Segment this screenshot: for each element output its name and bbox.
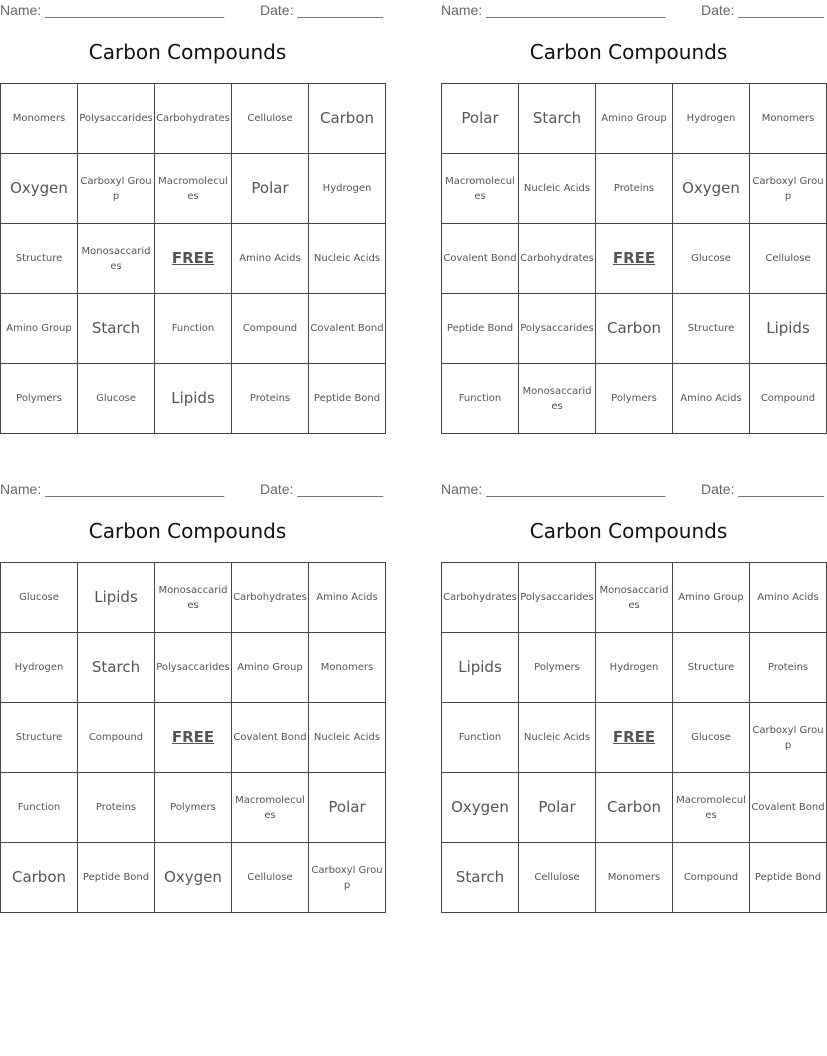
bingo-cell-monosaccarides: Monosaccarides xyxy=(596,563,673,633)
bingo-cell-carbohydrates: Carbohydrates xyxy=(519,224,596,294)
bingo-cell-carbohydrates: Carbohydrates xyxy=(155,84,232,154)
bingo-cell-carboxyl-group: Carboxyl Group xyxy=(78,154,155,224)
bingo-cell-compound: Compound xyxy=(232,294,309,364)
bingo-cell-compound: Compound xyxy=(78,703,155,773)
bingo-card-2 xyxy=(441,0,824,434)
bingo-card-1 xyxy=(0,0,384,434)
bingo-cell-starch: Starch xyxy=(442,843,519,913)
bingo-cell-glucose: Glucose xyxy=(1,563,78,633)
grid-row xyxy=(442,563,827,633)
bingo-cell-cellulose: Cellulose xyxy=(232,843,309,913)
bingo-cell-hydrogen: Hydrogen xyxy=(673,84,750,154)
bingo-cell-polymers: Polymers xyxy=(1,364,78,434)
bingo-cell-carbohydrates: Carbohydrates xyxy=(442,563,519,633)
card-title: Carbon Compounds xyxy=(529,519,728,543)
bingo-card-4 xyxy=(441,479,825,913)
bingo-cell-structure: Structure xyxy=(673,294,750,364)
bingo-cell-polar: Polar xyxy=(442,84,519,154)
bingo-cell-covalent-bond: Covalent Bond xyxy=(309,294,386,364)
bingo-cell-proteins: Proteins xyxy=(596,154,673,224)
bingo-cell-amino-group: Amino Group xyxy=(673,563,750,633)
card-title: Carbon Compounds xyxy=(88,40,287,64)
grid-row xyxy=(1,154,386,224)
grid-row xyxy=(1,633,386,703)
bingo-cell-function: Function xyxy=(442,364,519,434)
card-title: Carbon Compounds xyxy=(88,519,287,543)
bingo-cell-monosaccarides: Monosaccarides xyxy=(78,224,155,294)
bingo-cell-peptide-bond: Peptide Bond xyxy=(78,843,155,913)
grid-row xyxy=(442,843,827,913)
bingo-cell-polysaccarides: Polysaccarides xyxy=(519,294,596,364)
bingo-cell-carbohydrates: Carbohydrates xyxy=(232,563,309,633)
bingo-cell-covalent-bond: Covalent Bond xyxy=(232,703,309,773)
bingo-cell-function: Function xyxy=(442,703,519,773)
name-label: Name: _______________________ xyxy=(0,2,225,18)
bingo-cell-carbon: Carbon xyxy=(1,843,78,913)
bingo-cell-compound: Compound xyxy=(750,364,827,434)
bingo-cell-compound: Compound xyxy=(673,843,750,913)
card-header xyxy=(441,0,824,20)
grid-row xyxy=(1,224,386,294)
card-header xyxy=(0,479,383,499)
bingo-cell-cellulose: Cellulose xyxy=(750,224,827,294)
bingo-cell-macromolecules: Macromolecules xyxy=(232,773,309,843)
bingo-cell-polar: Polar xyxy=(519,773,596,843)
bingo-cell-hydrogen: Hydrogen xyxy=(1,633,78,703)
bingo-cell-function: Function xyxy=(1,773,78,843)
bingo-cell-carboxyl-group: Carboxyl Group xyxy=(309,843,386,913)
bingo-cell-macromolecules: Macromolecules xyxy=(673,773,750,843)
grid-row xyxy=(442,294,827,364)
bingo-cell-cellulose: Cellulose xyxy=(519,843,596,913)
free-space: FREE xyxy=(596,703,673,773)
grid-row xyxy=(442,154,827,224)
name-label: Name: _______________________ xyxy=(441,2,666,18)
bingo-cell-covalent-bond: Covalent Bond xyxy=(750,773,827,843)
bingo-cell-amino-acids: Amino Acids xyxy=(750,563,827,633)
bingo-cell-carboxyl-group: Carboxyl Group xyxy=(750,703,827,773)
bingo-cell-glucose: Glucose xyxy=(78,364,155,434)
bingo-cell-monomers: Monomers xyxy=(750,84,827,154)
bingo-cell-amino-acids: Amino Acids xyxy=(232,224,309,294)
bingo-cell-oxygen: Oxygen xyxy=(155,843,232,913)
bingo-cell-carbon: Carbon xyxy=(309,84,386,154)
grid-row xyxy=(1,773,386,843)
bingo-cell-oxygen: Oxygen xyxy=(442,773,519,843)
grid-row xyxy=(1,364,386,434)
card-title: Carbon Compounds xyxy=(529,40,728,64)
bingo-cell-glucose: Glucose xyxy=(673,224,750,294)
bingo-cell-monomers: Monomers xyxy=(309,633,386,703)
bingo-cell-polysaccarides: Polysaccarides xyxy=(155,633,232,703)
bingo-cell-peptide-bond: Peptide Bond xyxy=(309,364,386,434)
bingo-cell-amino-acids: Amino Acids xyxy=(309,563,386,633)
date-label: Date: ___________ xyxy=(260,2,383,18)
bingo-grid xyxy=(441,83,827,434)
name-label: Name: _______________________ xyxy=(0,481,225,497)
bingo-cell-oxygen: Oxygen xyxy=(673,154,750,224)
bingo-cell-lipids: Lipids xyxy=(155,364,232,434)
bingo-cell-proteins: Proteins xyxy=(78,773,155,843)
bingo-cell-monosaccarides: Monosaccarides xyxy=(519,364,596,434)
card-header xyxy=(0,0,383,20)
grid-row xyxy=(442,84,827,154)
bingo-cell-amino-group: Amino Group xyxy=(596,84,673,154)
bingo-cell-starch: Starch xyxy=(78,294,155,364)
bingo-cell-monomers: Monomers xyxy=(596,843,673,913)
bingo-cell-covalent-bond: Covalent Bond xyxy=(442,224,519,294)
grid-row xyxy=(442,633,827,703)
bingo-cell-hydrogen: Hydrogen xyxy=(596,633,673,703)
bingo-cell-polysaccarides: Polysaccarides xyxy=(78,84,155,154)
grid-row xyxy=(442,773,827,843)
bingo-cell-polar: Polar xyxy=(232,154,309,224)
bingo-cell-polar: Polar xyxy=(309,773,386,843)
date-label: Date: ___________ xyxy=(260,481,383,497)
free-space: FREE xyxy=(596,224,673,294)
bingo-cell-monomers: Monomers xyxy=(1,84,78,154)
name-label: Name: _______________________ xyxy=(441,481,666,497)
grid-row xyxy=(442,224,827,294)
bingo-cell-nucleic-acids: Nucleic Acids xyxy=(309,224,386,294)
bingo-cell-oxygen: Oxygen xyxy=(1,154,78,224)
grid-row xyxy=(442,364,827,434)
date-label: Date: ___________ xyxy=(701,481,824,497)
bingo-cell-nucleic-acids: Nucleic Acids xyxy=(309,703,386,773)
bingo-cell-carbon: Carbon xyxy=(596,294,673,364)
bingo-cell-peptide-bond: Peptide Bond xyxy=(442,294,519,364)
bingo-cell-polymers: Polymers xyxy=(596,364,673,434)
bingo-cell-carboxyl-group: Carboxyl Group xyxy=(750,154,827,224)
grid-row xyxy=(1,563,386,633)
bingo-cell-carbon: Carbon xyxy=(596,773,673,843)
free-space: FREE xyxy=(155,703,232,773)
bingo-cell-macromolecules: Macromolecules xyxy=(155,154,232,224)
grid-row xyxy=(1,84,386,154)
bingo-cell-structure: Structure xyxy=(1,703,78,773)
bingo-cell-starch: Starch xyxy=(78,633,155,703)
bingo-cell-proteins: Proteins xyxy=(232,364,309,434)
bingo-cell-amino-group: Amino Group xyxy=(232,633,309,703)
grid-row xyxy=(1,294,386,364)
bingo-card-3 xyxy=(0,479,383,913)
bingo-cell-monosaccarides: Monosaccarides xyxy=(155,563,232,633)
card-header xyxy=(441,479,824,499)
bingo-cell-nucleic-acids: Nucleic Acids xyxy=(519,703,596,773)
bingo-cell-glucose: Glucose xyxy=(673,703,750,773)
date-label: Date: ___________ xyxy=(701,2,824,18)
bingo-cell-lipids: Lipids xyxy=(78,563,155,633)
bingo-cell-cellulose: Cellulose xyxy=(232,84,309,154)
bingo-cell-lipids: Lipids xyxy=(442,633,519,703)
bingo-cell-nucleic-acids: Nucleic Acids xyxy=(519,154,596,224)
free-space: FREE xyxy=(155,224,232,294)
bingo-cell-peptide-bond: Peptide Bond xyxy=(750,843,827,913)
grid-row xyxy=(442,703,827,773)
grid-row xyxy=(1,843,386,913)
bingo-grid xyxy=(0,83,386,434)
grid-row xyxy=(1,703,386,773)
bingo-cell-structure: Structure xyxy=(673,633,750,703)
bingo-cell-polymers: Polymers xyxy=(519,633,596,703)
bingo-grid xyxy=(0,562,386,913)
bingo-cell-macromolecules: Macromolecules xyxy=(442,154,519,224)
bingo-cell-polysaccarides: Polysaccarides xyxy=(519,563,596,633)
bingo-cell-function: Function xyxy=(155,294,232,364)
bingo-cell-polymers: Polymers xyxy=(155,773,232,843)
bingo-cell-amino-group: Amino Group xyxy=(1,294,78,364)
bingo-cell-proteins: Proteins xyxy=(750,633,827,703)
bingo-grid xyxy=(441,562,827,913)
bingo-cell-structure: Structure xyxy=(1,224,78,294)
bingo-cell-lipids: Lipids xyxy=(750,294,827,364)
bingo-cell-starch: Starch xyxy=(519,84,596,154)
bingo-cell-amino-acids: Amino Acids xyxy=(673,364,750,434)
bingo-cell-hydrogen: Hydrogen xyxy=(309,154,386,224)
